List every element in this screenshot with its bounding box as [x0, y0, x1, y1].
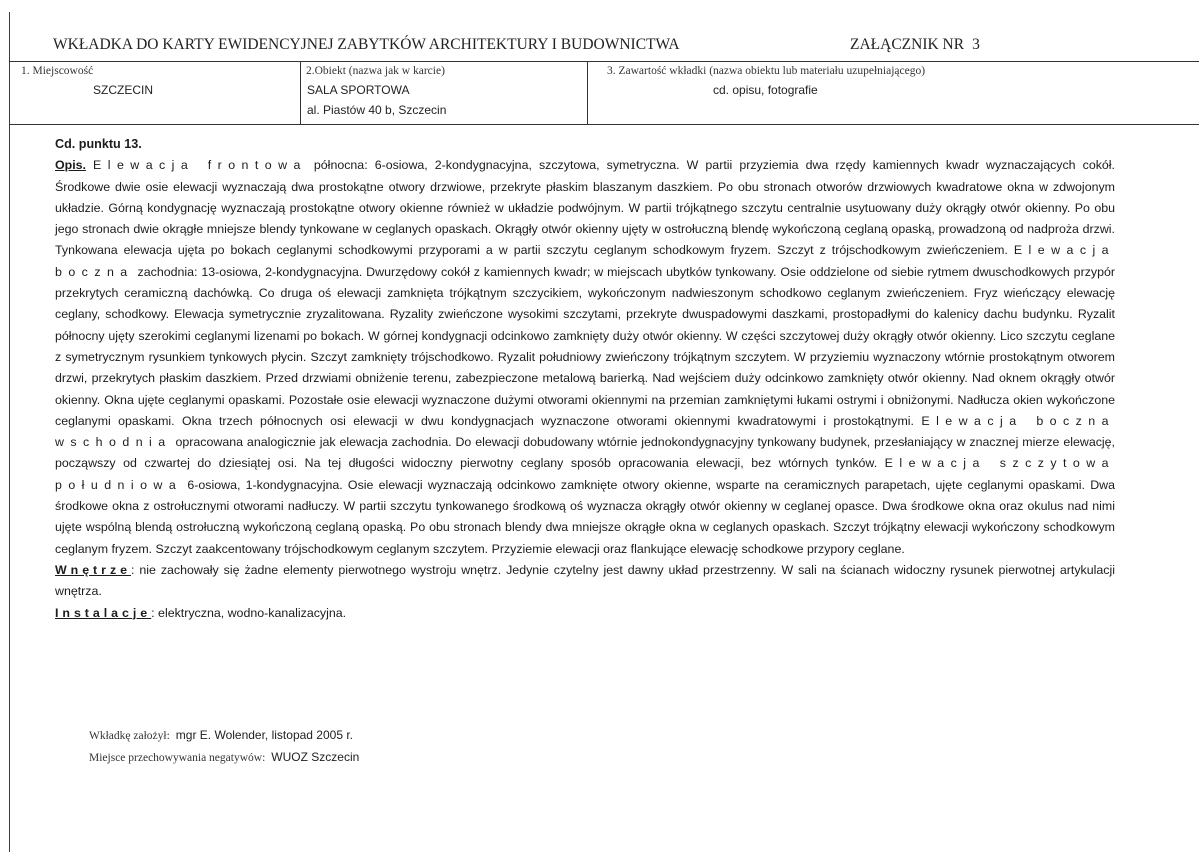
interior-text: : nie zachowały się żadne elementy pierwotnego wystroju wnętrz. Jedynie czytelny jest dawny układ przestrzenny. W sali na ścianach widoczny rysunek pierwotnej artykulacji wnętrza.	[55, 562, 1115, 599]
east-elevation-text: opracowana analogicznie jak elewacja zachodnia. Do elewacji dobudowany wtórnie jednokondygnacyjny tynkowany budynek, przesłaniający w znacznej mierze elewację, począwszy od czwartej do dziesiątej osi. Na tej długości widoczny pierwotny ceglany sposób opracowania elewacji, bez wtórnych tynków.	[55, 435, 1115, 471]
negatives-value: WUOZ Szczecin	[271, 750, 360, 764]
object-cell	[301, 62, 588, 124]
description-body	[55, 134, 1115, 624]
content-label: 3. Zawartość wkładki (nazwa obiektu lub materiału uzupełniającego)	[607, 65, 926, 77]
west-elevation-label: Elewacja boczna	[55, 243, 1115, 279]
west-elevation-text: zachodnia: 13-osiowa, 2-kondygnacyjna. Dwurzędowy cokół z kamiennych kwadr; w miejscach ubytków tynkowany. Osie oddzielone od siebie rytmem dwuschodkowych przypór przekrytych ceramiczną dachówką. Co druga oś elewacji zamknięta trójkątnym szczycikiem, wykończonym nadwieszonym schodkowo ceglanym zwieńczeniem. Fryz wieńczący elewację ceglany, schodkowy. Elewacja symetrycznie zryzalitowana. Ryzality zwieńczone wysokimi szczytami, przekryte dwuspadowymi daszkami, prostopadłymi do kalenicy dachu budynku. Ryzalit północny ujęty szerokimi ceglanymi lizenami po bokach. W górnej kondygnacji odcinkowo zamknięty duży otwór okienny. W części szczytowej duży okrągły otwór okienny. Lico szczytu ceglane z symetrycznym rysunkiem tynkowych płycin. Szczyt zamknięty trójschodkowo. Ryzalit południowy zwieńczony trójkątnym szczytem. W przyziemiu wyznaczony wtórnie prostokątnym otworem drzwi, przekrytych płaskim daszkiem. Przed drzwiami obniżenie terenu, zabezpieczone metalową barierką. Nad wejściem duży odcinkowo zamknięty otwór okienny. Nad oknem okrągły otwór okienny. Okna ujęte ceglanymi opaskami. Pozostałe osie elewacji wyznaczone dużymi otworami okiennymi na przemian zamkniętymi łukami ostrymi i obniżonymi. Nadłucza okien wykończone ceglanymi opaskami. Okna trzech północnych osi elewacji w dwu kondygnacjach wyznaczone otworami okiennymi kwadratowymi i prostokątnymi.	[55, 264, 1115, 428]
document-title: WKŁADKA DO KARTY EWIDENCYJNEJ ZABYTKÓW ARCHITEKTURY I BUDOWNICTWA	[53, 36, 680, 53]
object-name: SALA SPORTOWA	[307, 83, 410, 97]
author-label: Wkładkę założył:	[89, 730, 170, 742]
south-elevation-text: 6-osiowa, 1-kondygnacyjna. Osie elewacji wyznaczają odcinkowo zamknięte otwory okienne, wsparte na ceramicznych parapetach, ujęte ceglanymi opaskami. Dwa środkowe okna z ostrołucznymi otworami nadłuczy. W partii szczytu tynkowanego środkową oś wyznacza okrągły otwór okienny w ceglanej opasce. Dwa środkowe okna oraz okulus nad nimi ujęte wspólną blendą ostrołuczną wykończoną ceglaną opaską. Po obu stronach blendy dwa mniejsze okrągłe okna w ceglanych opaskach. Szczyt trójkątny elewacji wykończony schodkowym ceglanym fryzem. Szczyt zaakcentowany trójschodkowym ceglanym szczytem. Przyziemie elewacji oraz flankujące elewację schodkowe przypory ceglane.	[55, 477, 1115, 556]
front-elevation-label: Elewacja frontowa	[93, 158, 307, 173]
object-label: 2.Obiekt (nazwa jak w karcie)	[306, 65, 445, 77]
locality-value: SZCZECIN	[93, 83, 153, 97]
annex-number: 3	[972, 36, 980, 53]
east-elevation-label: Elewacja boczna wschodnia	[55, 413, 1115, 450]
author-value: mgr E. Wolender, listopad 2005 r.	[175, 728, 353, 742]
content-value: cd. opisu, fotografie	[713, 83, 818, 97]
installations-paragraph	[55, 603, 1115, 624]
negatives-label: Miejsce przechowywania negatywów:	[89, 752, 266, 764]
header-table	[9, 61, 1199, 125]
description-paragraph	[55, 155, 1115, 560]
interior-paragraph	[55, 560, 1115, 603]
installations-text: : elektryczna, wodno-kanalizacyjna.	[151, 605, 347, 620]
front-elevation-text: północna: 6-osiowa, 2-kondygnacyjna, szczytowa, symetryczna. W partii przyziemia dwa rzędy kamiennych kwadr wyznaczających cokół. Środkowe dwie osie elewacji wyznaczają dwa prostokątne otwory drzwiowe, przekryte płaskim blaszanym daszkiem. Po obu stronach otworów drzwiowych kwadratowe okna w zdwojonym układzie. Górną kondygnację wyznaczają prostokątne otwory okienne również w układzie podwójnym. W partii trójkątnego szczytu centralnie usytuowany duży okrągły otwór okienny. Po obu jego stronach dwie okrągłe mniejsze blendy tynkowane w ceglanych opaskach. Okrągły otwór okienny ujęty w ostrołuczną blendę wykończoną ceglaną opaską, prowadzoną od nadproża drzwi. Tynkowana elewacja ujęta po bokach ceglanymi schodkowymi przyporami a w partii szczytu ceglanym schodkowym fryzem. Szczyt z trójschodkowym zwieńczeniem.	[55, 158, 1115, 258]
annex-label: ZAŁĄCZNIK NR	[850, 36, 965, 53]
installations-label: Instalacje	[55, 605, 152, 620]
object-address: al. Piastów 40 b, Szczecin	[307, 103, 447, 117]
content-cell	[588, 62, 1199, 124]
author-line	[89, 728, 353, 742]
south-elevation-label: Elewacja szczytowa południowa	[55, 456, 1115, 492]
negatives-line	[89, 750, 359, 764]
locality-label: 1. Miejscowość	[21, 65, 94, 77]
annex-heading	[850, 36, 980, 54]
interior-label: Wnętrze	[55, 562, 131, 577]
opis-label: Opis.	[55, 158, 86, 173]
locality-cell	[9, 62, 301, 124]
section-heading: Cd. punktu 13.	[55, 137, 142, 151]
